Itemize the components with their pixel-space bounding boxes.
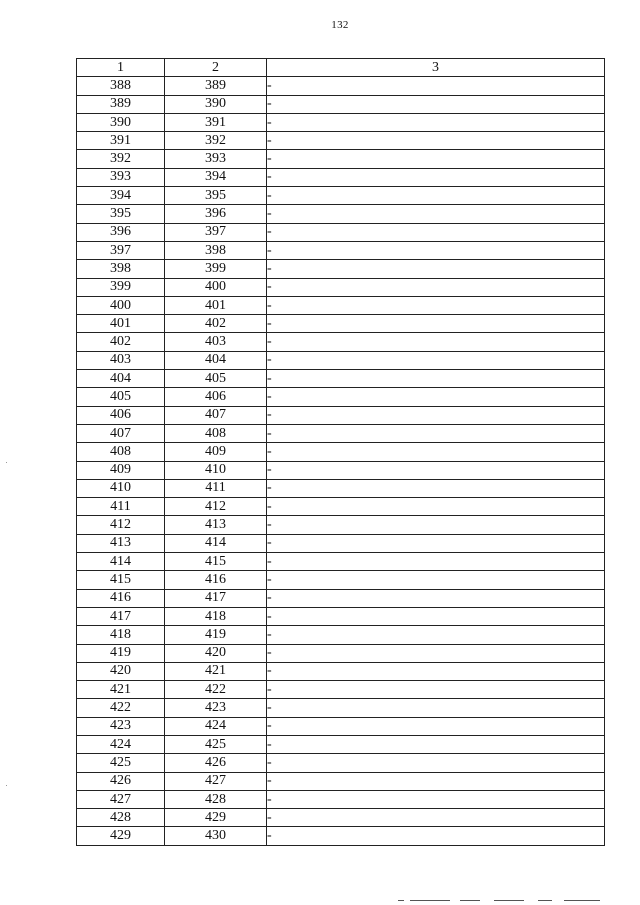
cell-col2: 406 bbox=[165, 388, 267, 406]
table-row bbox=[77, 516, 605, 534]
cell-col2: 401 bbox=[165, 296, 267, 314]
cell-col1: 407 bbox=[77, 424, 165, 442]
cell-col2: 402 bbox=[165, 315, 267, 333]
cell-col3: - bbox=[267, 260, 605, 278]
table-row bbox=[77, 333, 605, 351]
cell-col1: 425 bbox=[77, 754, 165, 772]
cell-col3: - bbox=[267, 809, 605, 827]
page-number: 132 bbox=[331, 19, 349, 31]
cell-col2: 415 bbox=[165, 553, 267, 571]
cell-col1: 415 bbox=[77, 571, 165, 589]
table-row bbox=[77, 168, 605, 186]
cell-col3: - bbox=[267, 241, 605, 259]
table-row bbox=[77, 607, 605, 625]
cell-col3: - bbox=[267, 95, 605, 113]
cell-col1: 390 bbox=[77, 113, 165, 131]
cell-col1: 389 bbox=[77, 95, 165, 113]
table-row bbox=[77, 717, 605, 735]
cell-col2: 421 bbox=[165, 662, 267, 680]
cell-col2: 407 bbox=[165, 406, 267, 424]
table-row bbox=[77, 132, 605, 150]
cell-col1: 412 bbox=[77, 516, 165, 534]
cell-col1: 400 bbox=[77, 296, 165, 314]
cell-col2: 408 bbox=[165, 424, 267, 442]
cell-col3: - bbox=[267, 754, 605, 772]
table-row bbox=[77, 241, 605, 259]
cell-col3: - bbox=[267, 278, 605, 296]
table-row bbox=[77, 187, 605, 205]
cell-col1: 404 bbox=[77, 370, 165, 388]
table-row bbox=[77, 370, 605, 388]
cell-col3: - bbox=[267, 534, 605, 552]
cell-col2: 419 bbox=[165, 626, 267, 644]
cell-col3: - bbox=[267, 77, 605, 95]
cell-col1: 410 bbox=[77, 479, 165, 497]
cell-col3: - bbox=[267, 351, 605, 369]
cell-col2: 391 bbox=[165, 113, 267, 131]
table-row bbox=[77, 735, 605, 753]
cell-col1: 416 bbox=[77, 589, 165, 607]
cell-col2: 420 bbox=[165, 644, 267, 662]
table-row bbox=[77, 278, 605, 296]
cell-col1: 423 bbox=[77, 717, 165, 735]
cell-col2: 411 bbox=[165, 479, 267, 497]
table-row bbox=[77, 644, 605, 662]
cell-col3: - bbox=[267, 699, 605, 717]
cell-col2: 403 bbox=[165, 333, 267, 351]
cell-col1: 418 bbox=[77, 626, 165, 644]
cell-col2: 418 bbox=[165, 607, 267, 625]
cell-col3: - bbox=[267, 790, 605, 808]
cell-col3: - bbox=[267, 498, 605, 516]
table-row bbox=[77, 681, 605, 699]
cell-col2: 428 bbox=[165, 790, 267, 808]
cell-col1: 397 bbox=[77, 241, 165, 259]
table-row bbox=[77, 553, 605, 571]
cell-col2: 422 bbox=[165, 681, 267, 699]
cell-col3: - bbox=[267, 644, 605, 662]
cell-col2: 409 bbox=[165, 443, 267, 461]
cell-col3: - bbox=[267, 132, 605, 150]
table-row bbox=[77, 534, 605, 552]
cell-col1: 422 bbox=[77, 699, 165, 717]
cell-col3: - bbox=[267, 479, 605, 497]
table-row bbox=[77, 626, 605, 644]
cell-col2: 397 bbox=[165, 223, 267, 241]
cell-col3: - bbox=[267, 607, 605, 625]
cell-col2: 396 bbox=[165, 205, 267, 223]
cell-col3: - bbox=[267, 717, 605, 735]
table-row bbox=[77, 351, 605, 369]
cell-col2: 400 bbox=[165, 278, 267, 296]
cell-col3: - bbox=[267, 662, 605, 680]
cell-col1: 429 bbox=[77, 827, 165, 845]
cell-col1: 419 bbox=[77, 644, 165, 662]
cell-col1: 413 bbox=[77, 534, 165, 552]
cell-col3: - bbox=[267, 406, 605, 424]
cell-col1: 391 bbox=[77, 132, 165, 150]
cell-col3: - bbox=[267, 589, 605, 607]
cell-col3: - bbox=[267, 443, 605, 461]
column-header-1: 1 bbox=[77, 59, 165, 77]
cell-col2: 392 bbox=[165, 132, 267, 150]
table-row bbox=[77, 479, 605, 497]
cell-col1: 411 bbox=[77, 498, 165, 516]
cell-col2: 398 bbox=[165, 241, 267, 259]
table-row bbox=[77, 150, 605, 168]
table-row bbox=[77, 571, 605, 589]
table-row bbox=[77, 260, 605, 278]
cell-col3: - bbox=[267, 388, 605, 406]
table-row bbox=[77, 443, 605, 461]
cell-col1: 420 bbox=[77, 662, 165, 680]
table-row bbox=[77, 205, 605, 223]
cell-col2: 412 bbox=[165, 498, 267, 516]
cell-col2: 427 bbox=[165, 772, 267, 790]
cell-col1: 426 bbox=[77, 772, 165, 790]
cell-col1: 401 bbox=[77, 315, 165, 333]
cell-col1: 399 bbox=[77, 278, 165, 296]
cell-col3: - bbox=[267, 168, 605, 186]
cell-col1: 428 bbox=[77, 809, 165, 827]
table-row bbox=[77, 388, 605, 406]
cell-col3: - bbox=[267, 626, 605, 644]
cell-col3: - bbox=[267, 772, 605, 790]
margin-speck bbox=[6, 785, 7, 786]
cell-col1: 394 bbox=[77, 187, 165, 205]
cell-col1: 409 bbox=[77, 461, 165, 479]
cell-col3: - bbox=[267, 553, 605, 571]
cell-col2: 390 bbox=[165, 95, 267, 113]
cell-col2: 416 bbox=[165, 571, 267, 589]
cell-col2: 426 bbox=[165, 754, 267, 772]
cell-col1: 408 bbox=[77, 443, 165, 461]
column-header-3: 3 bbox=[267, 59, 605, 77]
cell-col2: 395 bbox=[165, 187, 267, 205]
table-row bbox=[77, 809, 605, 827]
table-row bbox=[77, 461, 605, 479]
cell-col1: 427 bbox=[77, 790, 165, 808]
table-row bbox=[77, 589, 605, 607]
table-row bbox=[77, 754, 605, 772]
margin-speck bbox=[6, 462, 7, 463]
table-row bbox=[77, 77, 605, 95]
cell-col2: 394 bbox=[165, 168, 267, 186]
table-row bbox=[77, 662, 605, 680]
cell-col2: 410 bbox=[165, 461, 267, 479]
table-row bbox=[77, 95, 605, 113]
cell-col1: 388 bbox=[77, 77, 165, 95]
cell-col2: 425 bbox=[165, 735, 267, 753]
cell-col3: - bbox=[267, 516, 605, 534]
table-row bbox=[77, 699, 605, 717]
cell-col1: 403 bbox=[77, 351, 165, 369]
table-row bbox=[77, 406, 605, 424]
cell-col1: 398 bbox=[77, 260, 165, 278]
cell-col3: - bbox=[267, 461, 605, 479]
cell-col3: - bbox=[267, 296, 605, 314]
cell-col3: - bbox=[267, 223, 605, 241]
cell-col1: 417 bbox=[77, 607, 165, 625]
cell-col2: 429 bbox=[165, 809, 267, 827]
data-table bbox=[76, 58, 605, 846]
cell-col1: 402 bbox=[77, 333, 165, 351]
table-row bbox=[77, 424, 605, 442]
cell-col1: 414 bbox=[77, 553, 165, 571]
cell-col3: - bbox=[267, 571, 605, 589]
cell-col2: 399 bbox=[165, 260, 267, 278]
footer-scan-mark bbox=[398, 900, 608, 902]
cell-col3: - bbox=[267, 205, 605, 223]
cell-col1: 421 bbox=[77, 681, 165, 699]
cell-col1: 406 bbox=[77, 406, 165, 424]
header-row bbox=[77, 59, 605, 77]
cell-col2: 424 bbox=[165, 717, 267, 735]
cell-col3: - bbox=[267, 681, 605, 699]
cell-col2: 414 bbox=[165, 534, 267, 552]
table-body bbox=[77, 77, 605, 845]
table-row bbox=[77, 772, 605, 790]
table-row bbox=[77, 827, 605, 845]
cell-col2: 404 bbox=[165, 351, 267, 369]
cell-col2: 413 bbox=[165, 516, 267, 534]
cell-col1: 392 bbox=[77, 150, 165, 168]
cell-col2: 405 bbox=[165, 370, 267, 388]
table-row bbox=[77, 296, 605, 314]
cell-col3: - bbox=[267, 424, 605, 442]
cell-col1: 424 bbox=[77, 735, 165, 753]
table-row bbox=[77, 790, 605, 808]
cell-col1: 393 bbox=[77, 168, 165, 186]
cell-col3: - bbox=[267, 113, 605, 131]
cell-col2: 417 bbox=[165, 589, 267, 607]
cell-col1: 405 bbox=[77, 388, 165, 406]
cell-col3: - bbox=[267, 735, 605, 753]
cell-col2: 393 bbox=[165, 150, 267, 168]
column-header-2: 2 bbox=[165, 59, 267, 77]
cell-col1: 396 bbox=[77, 223, 165, 241]
table-row bbox=[77, 223, 605, 241]
cell-col3: - bbox=[267, 187, 605, 205]
cell-col1: 395 bbox=[77, 205, 165, 223]
table-header bbox=[77, 59, 605, 77]
cell-col2: 389 bbox=[165, 77, 267, 95]
cell-col3: - bbox=[267, 333, 605, 351]
cell-col3: - bbox=[267, 150, 605, 168]
table-row bbox=[77, 315, 605, 333]
cell-col3: - bbox=[267, 827, 605, 845]
table-row bbox=[77, 113, 605, 131]
cell-col2: 430 bbox=[165, 827, 267, 845]
table-row bbox=[77, 498, 605, 516]
cell-col3: - bbox=[267, 370, 605, 388]
cell-col3: - bbox=[267, 315, 605, 333]
cell-col2: 423 bbox=[165, 699, 267, 717]
